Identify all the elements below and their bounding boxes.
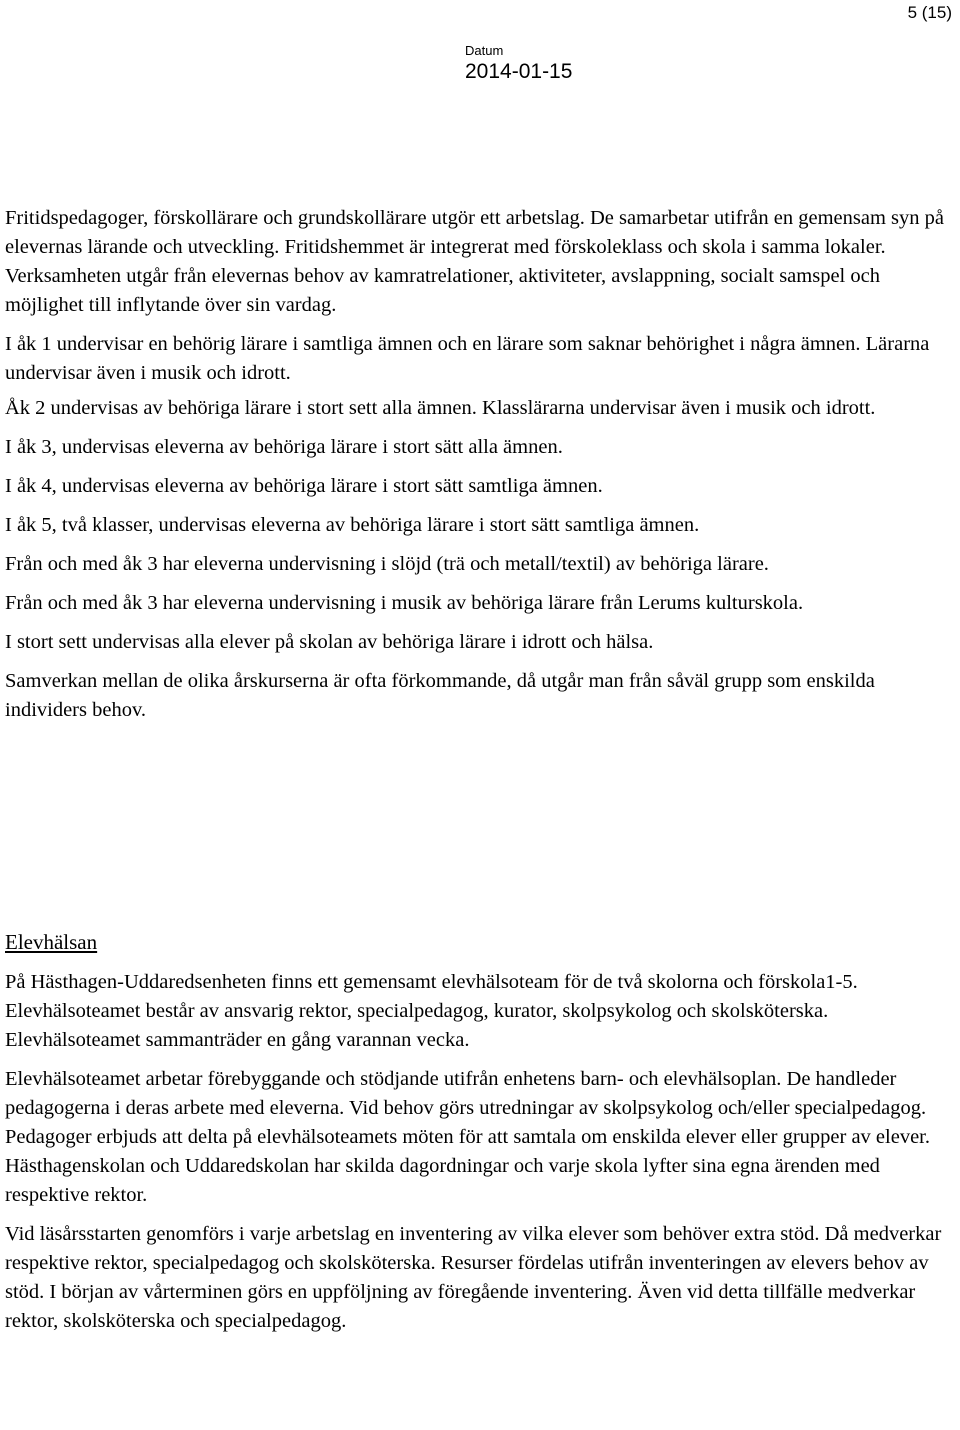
date-label: Datum [465, 43, 504, 58]
page-number: 5 (15) [907, 3, 952, 22]
paragraph: I åk 3, undervisas eleverna av behöriga lärare i stort sätt alla ämnen. [5, 436, 563, 458]
paragraph: I stort sett undervisas alla elever på skolan av behöriga lärare i idrott och hälsa. [5, 631, 654, 653]
section-paragraph: Vid läsårsstarten genomförs i varje arbetslag en inventering av vilka elever som behöver extra stöd. Då medverkar respektive rektor, specialpedagog och skolsköterska. Resurser fördelas utifrån inventeringen av elevers behov av stöd. I början av vårterminen görs en uppföljning av föregående inventering. Även vid detta tillfälle medverkar rektor, skolsköterska och specialpedagog. [5, 1223, 942, 1332]
paragraph: Från och med åk 3 har eleverna undervisning i musik av behöriga lärare från Lerums kulturskola. [5, 592, 804, 614]
paragraph: Fritidspedagoger, förskollärare och grundskollärare utgör ett arbetslag. De samarbetar utifrån en gemensam syn på elevernas lärande och utveckling. Fritidshemmet är integrerat med förskoleklass och skola i samma lokaler. Verksamheten utgår från elevernas behov av kamratrelationer, aktiviteter, avslappning, socialt samspel och möjlighet till inflytande över sin vardag. [5, 207, 944, 316]
body-text [5, 204, 955, 731]
section-paragraph: På Hästhagen-Uddaredsenheten finns ett gemensamt elevhälsoteam för de två skolorna och förskola1-5. Elevhälsoteamet består av ansvarig rektor, specialpedagog, kurator, skolpsykolog och skolsköterska. Elevhälsoteamet sammanträder en gång varannan vecka. [5, 971, 858, 1051]
date-value: 2014-01-15 [465, 60, 573, 83]
section-paragraph: Elevhälsoteamet arbetar förebyggande och stödjande utifrån enhetens barn- och elevhälsoplan. De handleder pedagogerna i deras arbete med eleverna. Vid behov görs utredningar av skolpsykolog och/eller specialpedagog. Pedagoger erbjuds att delta på elevhälsoteamets möten för att samtala om enskilda elever eller grupper av elever. Hästhagenskolan och Uddaredskolan har skilda dagordningar och varje skola lyfter sina egna ärenden med respektive rektor. [5, 1068, 930, 1206]
section-text [5, 968, 955, 1346]
date-block [465, 43, 572, 85]
paragraph: Åk 2 undervisas av behöriga lärare i stort sett alla ämnen. Klasslärarna undervisar även i musik och idrott. [5, 397, 876, 419]
paragraph: Samverkan mellan de olika årskurserna är ofta förkommande, då utgår man från såväl grupp som enskilda individers behov. [5, 670, 875, 721]
paragraph: I åk 4, undervisas eleverna av behöriga lärare i stort sätt samtliga ämnen. [5, 475, 603, 497]
paragraph: Från och med åk 3 har eleverna undervisning i slöjd (trä och metall/textil) av behöriga lärare. [5, 553, 769, 575]
paragraph: I åk 5, två klasser, undervisas eleverna av behöriga lärare i stort sätt samtliga ämnen. [5, 514, 700, 536]
section-heading: Elevhälsan [5, 930, 98, 954]
paragraph: I åk 1 undervisar en behörig lärare i samtliga ämnen och en lärare som saknar behörighet i några ämnen. Lärarna undervisar även i musik och idrott. [5, 333, 930, 384]
